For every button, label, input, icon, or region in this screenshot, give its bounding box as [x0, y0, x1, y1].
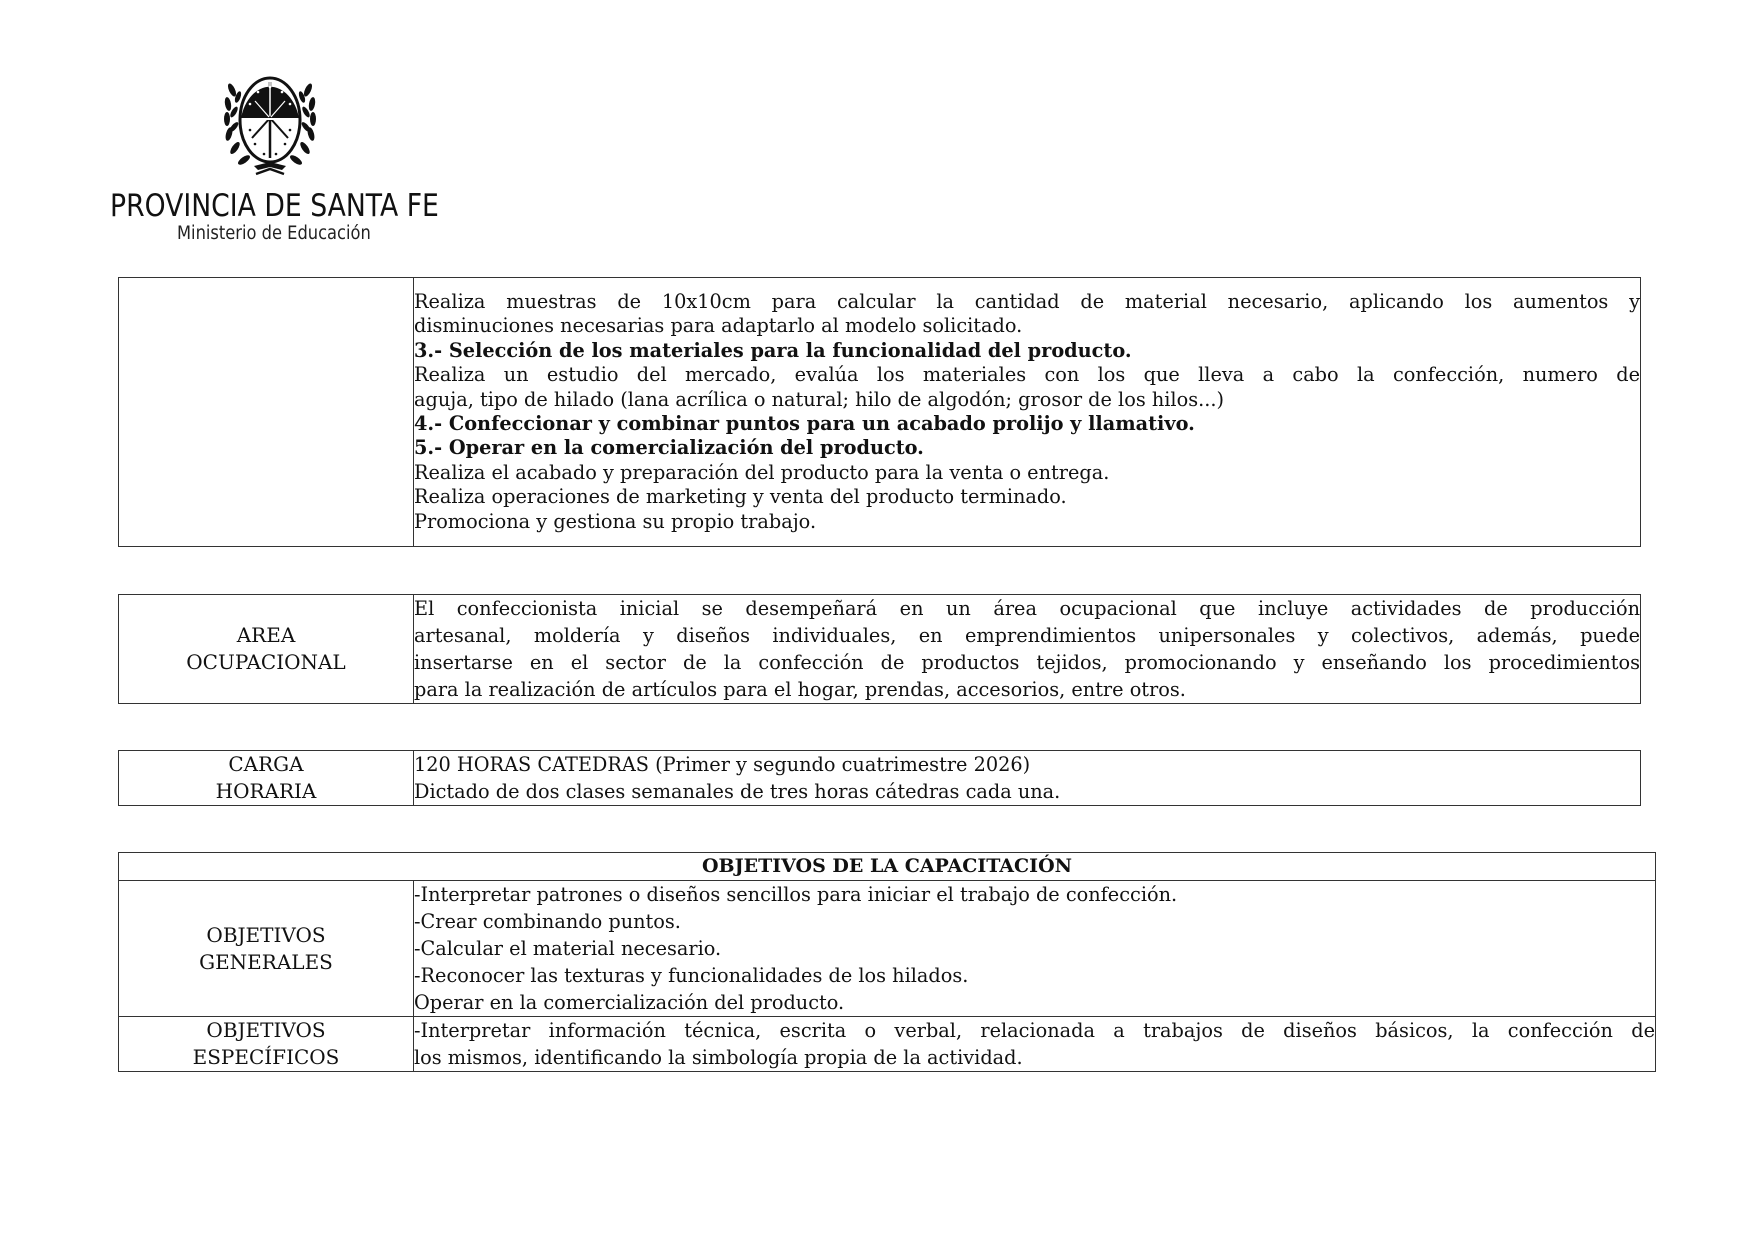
section-heading: 4.- Confeccionar y combinar puntos para un acabado prolijo y llamativo.	[414, 412, 1195, 435]
table-row	[119, 595, 1641, 704]
objetivos-generales-content	[414, 881, 1656, 1017]
label-line: CARGA	[228, 752, 304, 776]
carga-horaria-schedule: Dictado de dos clases semanales de tres horas cátedras cada una.	[414, 780, 1061, 803]
area-ocupacional-label	[119, 595, 414, 704]
carga-horaria-content	[414, 751, 1641, 806]
content-line: insertarse en el sector de la confección de productos tejidos, promocionando y enseñando los procedimientos	[414, 651, 1640, 674]
label-line: OCUPACIONAL	[186, 650, 346, 674]
empty-label-cell	[119, 278, 414, 547]
content-line: disminuciones necesarias para adaptarlo al modelo solicitado.	[414, 314, 1023, 338]
objetivos-title: OBJETIVOS DE LA CAPACITACIÓN	[119, 853, 1656, 881]
label-line: ESPECÍFICOS	[192, 1045, 340, 1069]
objetivos-table	[118, 852, 1656, 1072]
label-line: AREA	[236, 623, 296, 647]
content-line: Realiza operaciones de marketing y venta del producto terminado.	[414, 485, 1067, 509]
section-heading: 5.- Operar en la comercialización del producto.	[414, 436, 924, 460]
content-line: artesanal, moldería y diseños individuales, en emprendimientos unipersonales y colectivos, además, puede	[414, 624, 1640, 647]
objetivos-generales-label	[119, 881, 414, 1017]
area-ocupacional-content	[414, 595, 1641, 704]
area-ocupacional-table	[118, 594, 1641, 704]
objetivo-item: -Interpretar patrones o diseños sencillos para iniciar el trabajo de confección.	[414, 883, 1178, 906]
content-line: Realiza un estudio del mercado, evalúa los materiales con los que lleva a cabo la confección, numero de	[414, 363, 1640, 387]
objetivos-especificos-label	[119, 1017, 414, 1072]
objetivos-especificos-content	[414, 1017, 1656, 1072]
objetivo-item: Operar en la comercialización del producto.	[414, 991, 845, 1014]
section-heading: 3.- Selección de los materiales para la funcionalidad del producto.	[414, 338, 1132, 362]
label-line: GENERALES	[199, 949, 333, 974]
table-row	[119, 881, 1656, 1017]
content-line: El confeccionista inicial se desempeñará en un área ocupacional que incluye actividades de producción	[414, 597, 1640, 620]
objetivo-especifico-line: -Interpretar información técnica, escrita o verbal, relacionada a trabajos de diseños básicos, la confección de	[414, 1019, 1655, 1042]
content-line: Promociona y gestiona su propio trabajo.	[414, 509, 817, 533]
santa-fe-logo	[110, 70, 439, 250]
content-line: para la realización de artículos para el hogar, prendas, accesorios, entre otros.	[414, 678, 1186, 701]
logo-subtitle: Ministerio de Educación	[177, 223, 371, 244]
objetivo-item: -Reconocer las texturas y funcionalidades de los hilados.	[414, 964, 969, 987]
coat-of-arms-icon	[222, 70, 318, 184]
logo-title: PROVINCIA DE SANTA FE	[110, 188, 439, 224]
label-line: HORARIA	[215, 779, 317, 803]
objetivo-especifico-line: los mismos, identificando la simbología propia de la actividad.	[414, 1046, 1023, 1069]
objetivo-item: -Calcular el material necesario.	[414, 937, 722, 960]
content-line: aguja, tipo de hilado (lana acrílica o natural; hilo de algodón; grosor de los hilos...)	[414, 387, 1225, 411]
label-line: OBJETIVOS	[206, 1018, 326, 1042]
table-row	[119, 751, 1641, 806]
content-line: Realiza muestras de 10x10cm para calcular la cantidad de material necesario, aplicando los aumentos y	[414, 289, 1640, 313]
carga-horaria-table	[118, 750, 1641, 806]
objetivo-item: -Crear combinando puntos.	[414, 910, 681, 933]
table-header-row	[119, 853, 1656, 881]
content-line: Realiza el acabado y preparación del producto para la venta o entrega.	[414, 460, 1110, 484]
table-row	[119, 1017, 1656, 1072]
competencias-content	[414, 278, 1641, 547]
carga-horaria-hours: 120 HORAS CATEDRAS (Primer y segundo cuatrimestre 2026)	[414, 753, 1031, 776]
table-row	[119, 278, 1641, 547]
label-line: OBJETIVOS	[206, 922, 326, 947]
carga-horaria-label	[119, 751, 414, 806]
competencias-table	[118, 277, 1641, 547]
